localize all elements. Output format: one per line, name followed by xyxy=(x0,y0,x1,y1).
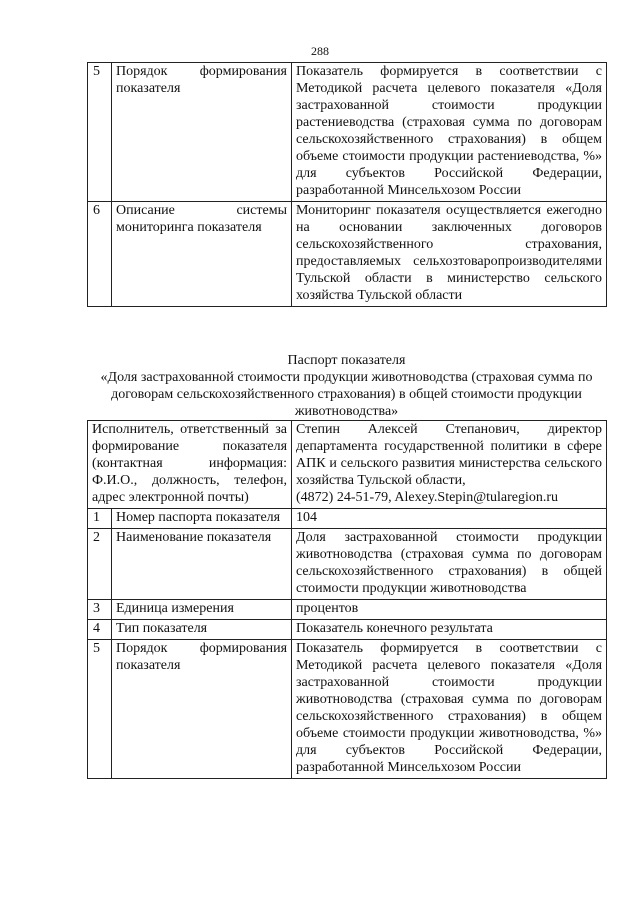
row-number: 2 xyxy=(88,529,112,600)
table-row xyxy=(88,640,607,779)
executor-value xyxy=(292,421,607,509)
table-row xyxy=(88,529,607,600)
row-label: Единица измерения xyxy=(112,600,292,620)
table-row xyxy=(88,63,607,202)
passport-title-line1: Паспорт показателя xyxy=(287,353,406,368)
row-value: 104 xyxy=(292,509,607,529)
table-row xyxy=(88,600,607,620)
row-label: Описание системы мониторинга показателя xyxy=(112,202,292,307)
executor-contact: (4872) 24-51-79, Alexey.Stepin@tularegion.ru xyxy=(296,490,559,505)
table-row xyxy=(88,620,607,640)
row-value: процентов xyxy=(292,600,607,620)
row-number: 5 xyxy=(88,63,112,202)
executor-label: Исполнитель, ответственный за формирование показателя (контактная информация: Ф.И.О., должность, телефон, адрес электронной почты) xyxy=(88,421,292,509)
row-number: 1 xyxy=(88,509,112,529)
row-value: Показатель формируется в соответствии с Методикой расчета целевого показателя «Доля застрахованной стоимости продукции растениеводства (страховая сумма по договорам сельскохозяйственного страхования) в общем объеме стоимости продукции растениеводства, %» для субъектов Российской Федерации, разработанной Минсельхозом России xyxy=(292,63,607,202)
row-value: Показатель конечного результата xyxy=(292,620,607,640)
passport-title-line2: «Доля застрахованной стоимости продукции животноводства (страховая сумма по договорам сельскохозяйственного страхования) в общей стоимости продукции животноводства» xyxy=(100,370,593,419)
row-number: 3 xyxy=(88,600,112,620)
page-number: 288 xyxy=(311,44,329,58)
passport-table xyxy=(87,420,607,779)
passport-title xyxy=(87,352,606,420)
executor-name-position: Степин Алексей Степанович, директор департамента государственной политики в сфере АПК и сельского развития министерства сельского хозяйства Тульской области, xyxy=(296,422,603,488)
row-label: Порядок формирования показателя xyxy=(112,63,292,202)
row-label: Тип показателя xyxy=(112,620,292,640)
row-number: 5 xyxy=(88,640,112,779)
row-number: 4 xyxy=(88,620,112,640)
row-value: Мониторинг показателя осуществляется ежегодно на основании заключенных договоров сельскохозяйственного страхования, предоставляемых сельхозтоваропроизводителями Тульской области в министерство сельского хозяйства Тульской области xyxy=(292,202,607,307)
table-row xyxy=(88,202,607,307)
row-number: 6 xyxy=(88,202,112,307)
table-row xyxy=(88,509,607,529)
row-value: Показатель формируется в соответствии с Методикой расчета целевого показателя «Доля застрахованной стоимости продукции животноводства (страховая сумма по договорам сельскохозяйственного страхования) в общем объеме стоимости продукции животноводства, %» для субъектов Российской Федерации, разработанной Минсельхозом России xyxy=(292,640,607,779)
row-label: Наименование показателя xyxy=(112,529,292,600)
table-row-executor xyxy=(88,421,607,509)
row-label: Номер паспорта показателя xyxy=(112,509,292,529)
row-label: Порядок формирования показателя xyxy=(112,640,292,779)
row-value: Доля застрахованной стоимости продукции животноводства (страховая сумма по договорам сельскохозяйственного страхования) в общей стоимости продукции животноводства xyxy=(292,529,607,600)
indicator-table-continued xyxy=(87,62,607,307)
